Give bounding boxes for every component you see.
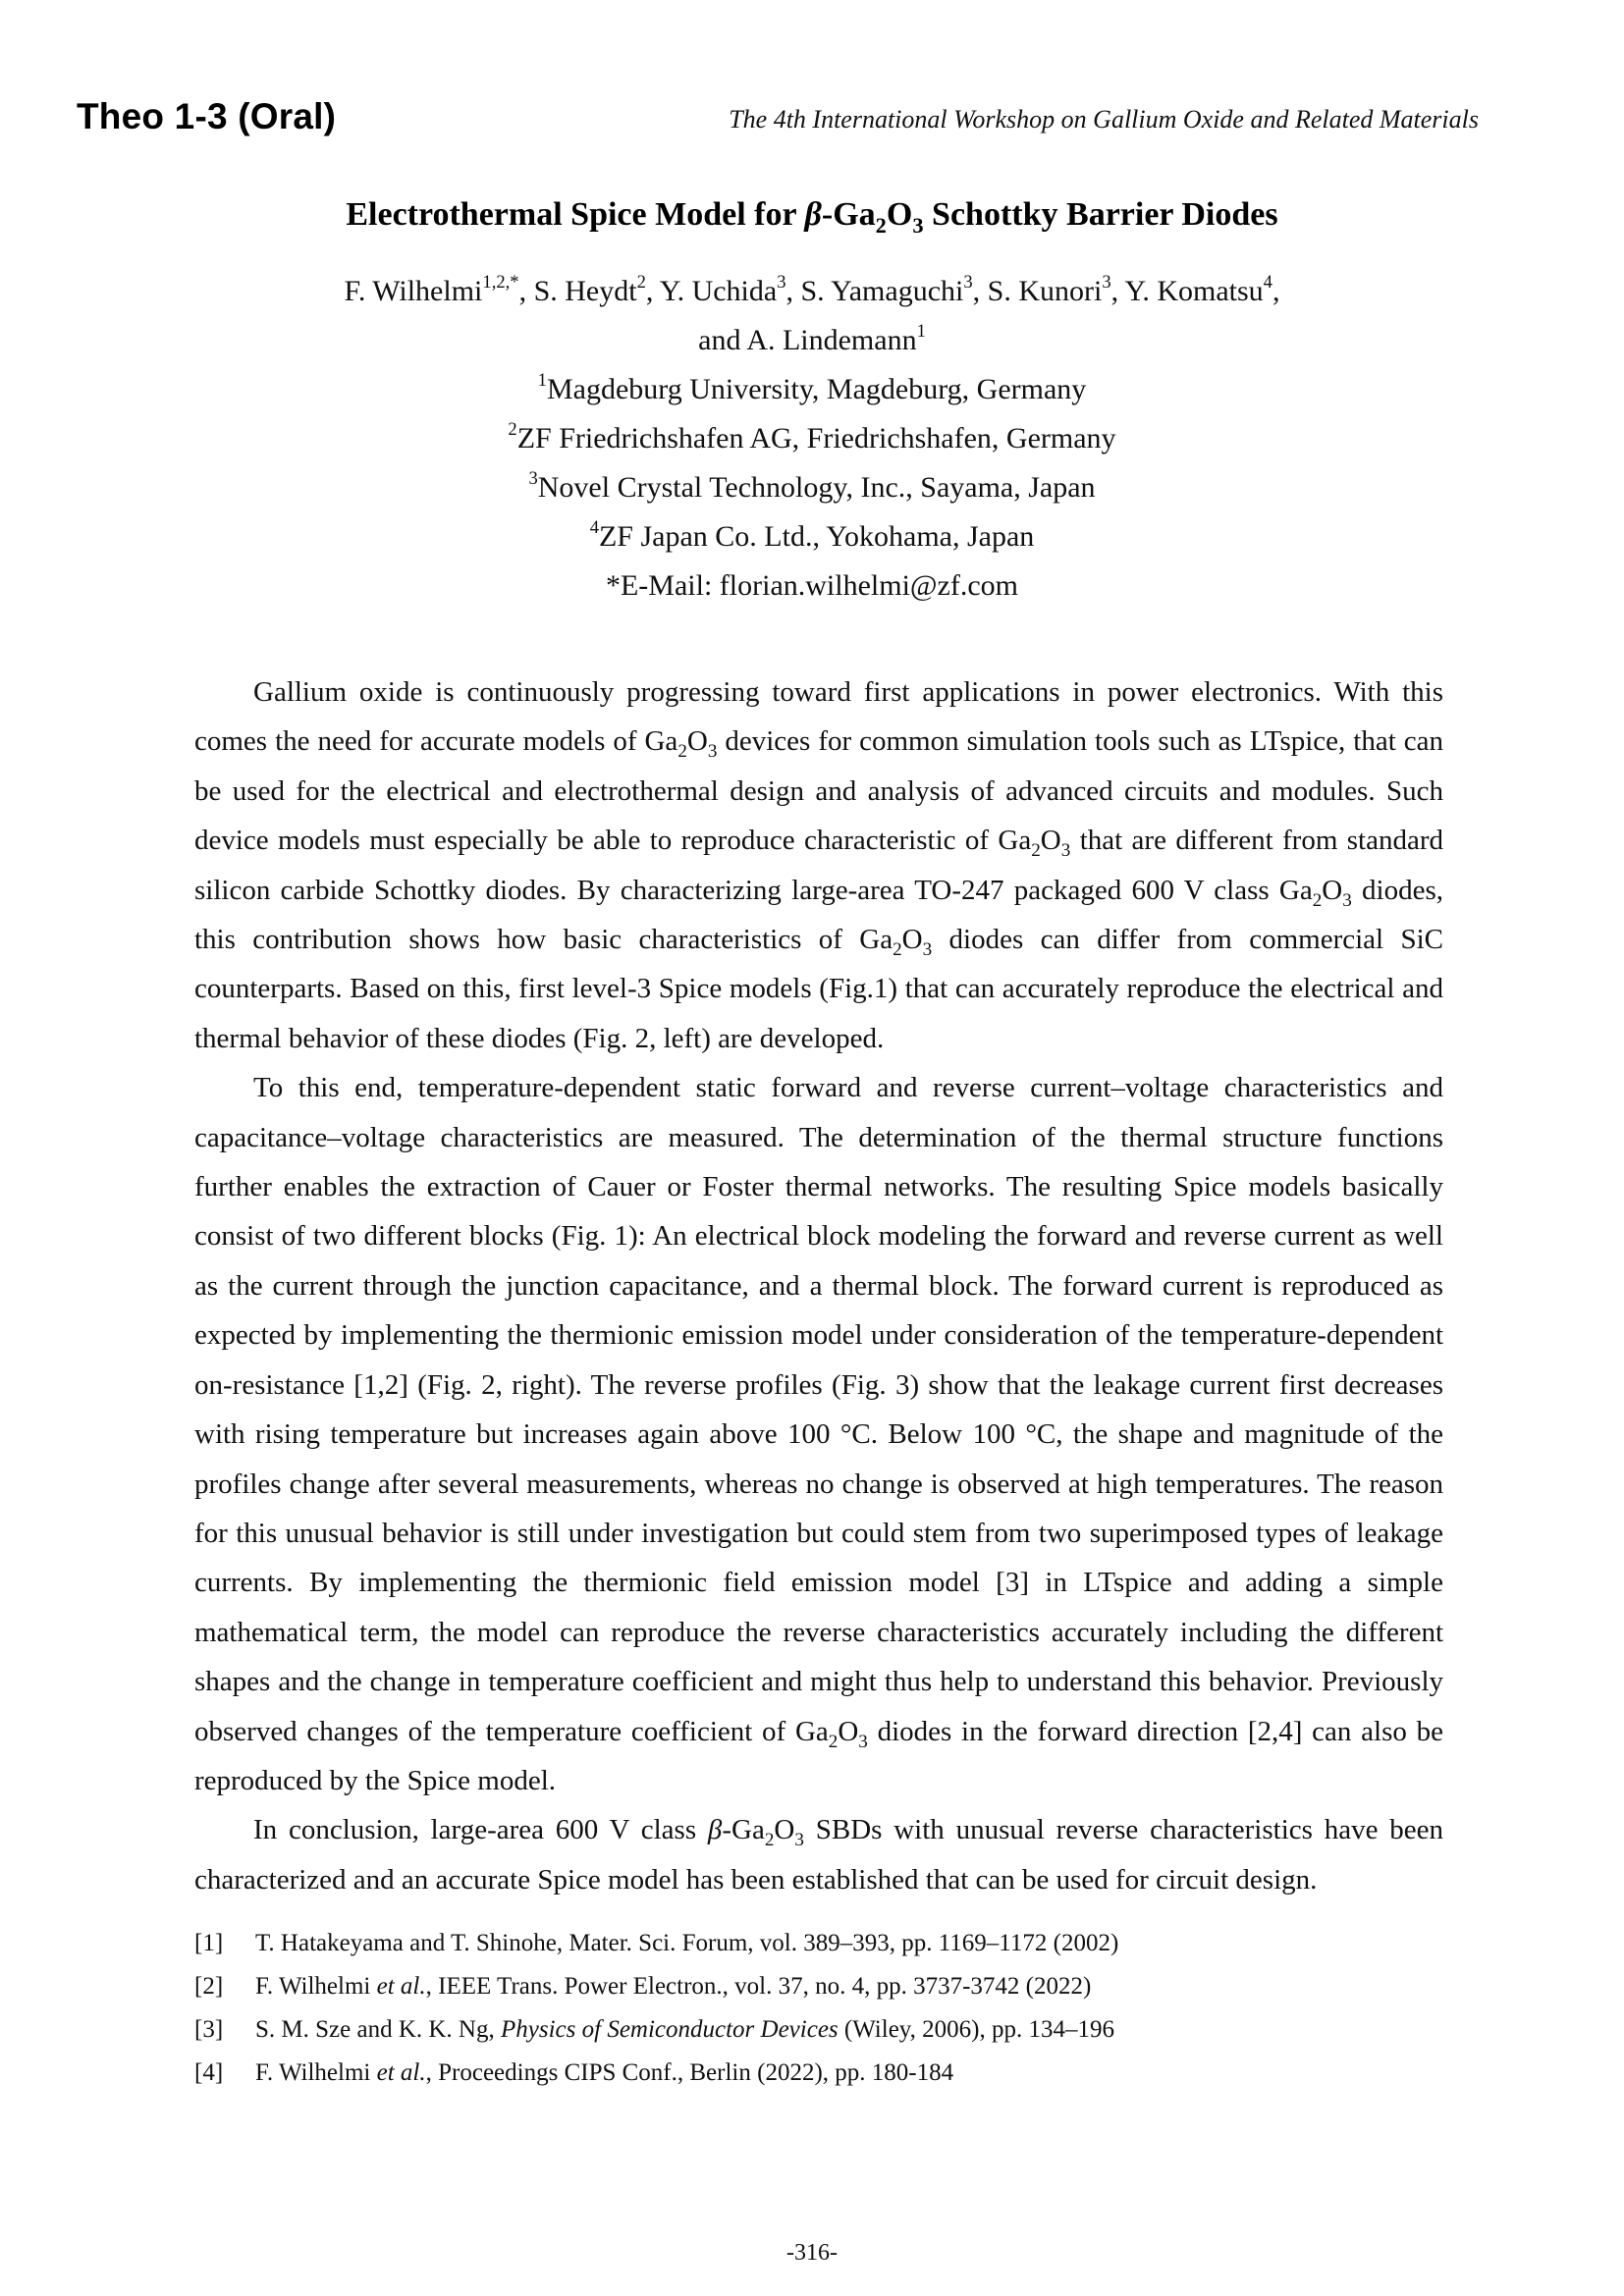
author-affiliation-mark: 3 xyxy=(963,272,973,294)
affiliation-1 xyxy=(0,370,1624,406)
author-affiliation-mark: 3 xyxy=(777,272,786,294)
subscript: 2 xyxy=(1312,889,1323,911)
subscript: 3 xyxy=(794,1830,804,1851)
title-sub-2: 2 xyxy=(875,212,887,238)
author-separator: , xyxy=(785,275,801,307)
author-list-line-1 xyxy=(0,272,1624,308)
contact-email: *E-Mail: florian.wilhelmi@zf.com xyxy=(605,569,1018,602)
author-affiliation-mark: 2 xyxy=(636,272,646,294)
title-prefix: Electrothermal Spice Model for xyxy=(346,196,805,233)
affiliation-text: ZF Japan Co. Ltd., Yokohama, Japan xyxy=(598,520,1035,553)
workshop-title: The 4th International Workshop on Gallium Oxide and Related Materials xyxy=(729,105,1479,133)
author-affiliation-mark: 3 xyxy=(1102,272,1111,294)
reference-number: [1] xyxy=(194,1930,224,1956)
paragraph-introduction xyxy=(194,667,1443,1063)
text-run: , Proceedings CIPS Conf., Berlin (2022), pp. 180-184 xyxy=(425,2059,954,2086)
text-run: O xyxy=(686,725,708,758)
author-separator: , xyxy=(972,275,988,307)
text-run: , IEEE Trans. Power Electron., vol. 37, no. 4, pp. 3737-3742 (2022) xyxy=(425,1973,1092,2000)
title-ga: -Ga xyxy=(821,196,876,233)
beta-symbol: β xyxy=(707,1814,723,1846)
author: Y. Uchida xyxy=(659,275,778,307)
text-run: diodes can differ from commercial SiC counterparts. Based on this, first level-3 Spice models (Fig.1) that can accurately reproduce the electrical and thermal behavior of these diodes (Fig. 2, left) are developed. xyxy=(194,924,1444,1054)
text-run: O xyxy=(901,924,923,956)
subscript: 3 xyxy=(1342,889,1352,911)
author-affiliation-mark: 1,2,* xyxy=(482,272,519,294)
affiliation-text: Novel Crystal Technology, Inc., Sayama, Japan xyxy=(537,471,1096,504)
abstract-body xyxy=(194,667,1443,1904)
title-o: O xyxy=(886,196,913,233)
page-number: -316- xyxy=(786,2240,838,2266)
text-run: diodes in the forward direction [2,4] can also be reproduced by the Spice model. xyxy=(194,1715,1443,1796)
author-separator: , xyxy=(1272,275,1280,307)
affiliation-number: 3 xyxy=(528,468,538,490)
reference-text xyxy=(255,2008,1114,2052)
subscript: 2 xyxy=(677,741,687,763)
italic-run: Physics of Semiconductor Devices xyxy=(501,2016,839,2043)
reference-item xyxy=(194,1922,1443,1965)
text-run: devices for common simulation tools such as LTspice, that can be used for the electrical and electrothermal design and analysis of advanced circuits and modules. Such device models must especially be able to reproduce characteristic of Ga xyxy=(194,725,1443,857)
title-beta-symbol: β xyxy=(804,196,822,233)
subscript: 3 xyxy=(858,1731,868,1752)
paragraph-conclusion xyxy=(194,1805,1443,1904)
reference-number: [3] xyxy=(194,2016,224,2043)
text-run: -Ga xyxy=(722,1814,765,1846)
author-separator: , xyxy=(645,275,660,307)
text-run: In conclusion, large-area 600 V class xyxy=(253,1814,708,1846)
text-run: F. Wilhelmi xyxy=(255,1973,377,2000)
text-run: O xyxy=(774,1814,795,1846)
italic-run: et al. xyxy=(376,1973,426,2000)
author-separator: , xyxy=(518,275,534,307)
text-run: O xyxy=(1040,825,1061,857)
text-run: O xyxy=(1322,874,1343,906)
affiliation-2 xyxy=(0,419,1624,455)
paper-title xyxy=(0,196,1624,238)
affiliation-4 xyxy=(0,517,1624,554)
reference-item xyxy=(194,2052,1443,2095)
reference-item xyxy=(194,2008,1443,2052)
subscript: 2 xyxy=(828,1731,839,1752)
text-run: S. M. Sze and K. K. Ng, xyxy=(255,2016,501,2043)
title-sub-3: 3 xyxy=(912,212,924,238)
author: and A. Lindemann xyxy=(698,324,917,356)
text-run: To this end, temperature-dependent static forward and reverse current–voltage characteristics and capacitance–voltage characteristics are measured. The determination of the thermal structure functions further enables the extraction of Cauer or Foster thermal networks. The resulting Spice models basically consist of two different blocks (Fig. 1): An electrical block modeling the forward and reverse current as well as the current through the junction capacitance, and a thermal block. The forward current is reproduced as expected by implementing the thermionic emission model under consideration of the temperature-dependent on-resistance [1,2] (Fig. 2, right). The reverse profiles (Fig. 3) show that the leakage current first decreases with rising temperature but increases again above 100 °C. Below 100 °C, the shape and magnitude of the profiles change after several measurements, whereas no change is observed at high temperatures. The reason for this unusual behavior is still under investigation but could stem from two superimposed types of leakage currents. By implementing the thermionic field emission model [3] in LTspice and adding a simple mathematical term, the model can reproduce the reverse characteristics accurately including the different shapes and the change in temperature coefficient and might thus help to understand this behavior. Previously observed changes of the temperature coefficient of Ga xyxy=(194,1072,1443,1747)
subscript: 3 xyxy=(922,938,933,960)
text-run: T. Hatakeyama and T. Shinohe, Mater. Sci. Forum, vol. 389–393, pp. 1169–1172 (2002) xyxy=(255,1930,1119,1956)
subscript: 2 xyxy=(764,1830,775,1851)
reference-text xyxy=(255,1965,1091,2008)
reference-number: [4] xyxy=(194,2059,224,2086)
text-run: that are different from standard silicon carbide Schottky diodes. By characterizing large-area TO-247 packaged 600 V class Ga xyxy=(194,825,1443,906)
text-run: F. Wilhelmi xyxy=(255,2059,377,2086)
subscript: 3 xyxy=(1060,840,1071,862)
affiliation-number: 4 xyxy=(589,517,599,539)
author: S. Kunori xyxy=(987,275,1103,307)
affiliation-text: ZF Friedrichshafen AG, Friedrichshafen, Germany xyxy=(516,422,1116,454)
author: S. Yamaguchi xyxy=(800,275,964,307)
references-list xyxy=(194,1922,1443,2095)
text-run: Gallium oxide is continuously progressing toward first applications in power electronics. With this comes the need for accurate models of Ga xyxy=(194,676,1443,758)
italic-run: et al. xyxy=(376,2059,426,2086)
subscript: 3 xyxy=(707,741,718,763)
affiliation-number: 2 xyxy=(508,419,517,441)
affiliation-number: 1 xyxy=(537,370,547,392)
author-affiliation-mark: 1 xyxy=(916,321,926,343)
reference-text xyxy=(255,1922,1118,1965)
reference-number: [2] xyxy=(194,1973,224,2000)
text-run: (Wiley, 2006), pp. 134–196 xyxy=(838,2016,1115,2043)
paragraph-methods xyxy=(194,1063,1443,1805)
reference-text xyxy=(255,2052,953,2095)
author: Y. Komatsu xyxy=(1124,275,1264,307)
text-run: diodes, this contribution shows how basic characteristics of Ga xyxy=(194,874,1443,956)
affiliation-text: Magdeburg University, Magdeburg, Germany xyxy=(546,373,1087,405)
subscript: 2 xyxy=(893,938,902,960)
session-label: Theo 1-3 (Oral) xyxy=(77,96,337,136)
subscript: 2 xyxy=(1031,840,1041,862)
text-run: SBDs with unusual reverse characteristics have been characterized and an accurate Spice model has been established that can be used for circuit design. xyxy=(194,1814,1443,1896)
author: S. Heydt xyxy=(533,275,637,307)
author-separator: , xyxy=(1110,275,1125,307)
author-affiliation-mark: 4 xyxy=(1263,272,1272,294)
title-suffix: Schottky Barrier Diodes xyxy=(923,196,1278,233)
author: F. Wilhelmi xyxy=(344,275,483,307)
affiliation-3 xyxy=(0,468,1624,505)
author-list-line-2 xyxy=(0,321,1624,357)
reference-item xyxy=(194,1965,1443,2008)
text-run: O xyxy=(838,1715,859,1747)
